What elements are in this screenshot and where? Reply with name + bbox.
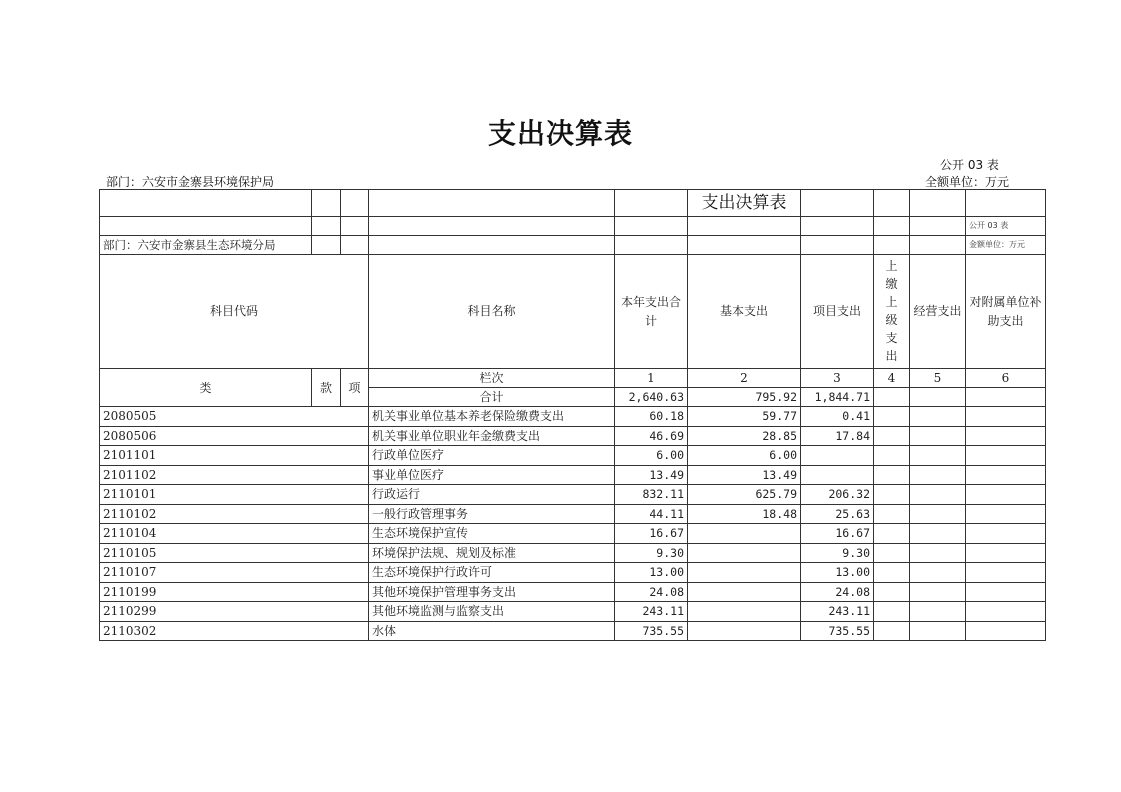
row-code: 2110107 <box>100 563 369 583</box>
department-label: 部门：六安市金寨县环境保护局 <box>106 175 275 189</box>
row-total: 832.11 <box>615 485 688 505</box>
col-index-1: 1 <box>615 369 688 388</box>
table-row <box>100 504 1046 524</box>
row-name: 机关事业单位基本养老保险缴费支出 <box>369 407 615 427</box>
row-total: 6.00 <box>615 446 688 466</box>
header-business: 经营支出 <box>910 255 966 369</box>
col-index-4: 4 <box>874 369 910 388</box>
inner-department-row <box>100 236 1046 255</box>
row-basic <box>688 524 801 544</box>
row-project <box>801 465 874 485</box>
row-total: 16.67 <box>615 524 688 544</box>
row-project: 17.84 <box>801 426 874 446</box>
row-basic: 59.77 <box>688 407 801 427</box>
index-row <box>100 369 1046 388</box>
header-xiang: 项 <box>341 369 369 407</box>
row-name: 环境保护法规、规划及标准 <box>369 543 615 563</box>
header-project: 项目支出 <box>801 255 874 369</box>
row-basic: 625.79 <box>688 485 801 505</box>
total-basic: 795.92 <box>688 388 801 407</box>
row-project: 25.63 <box>801 504 874 524</box>
row-project: 243.11 <box>801 602 874 622</box>
row-name: 机关事业单位职业年金缴费支出 <box>369 426 615 446</box>
row-basic <box>688 543 801 563</box>
row-name: 行政运行 <box>369 485 615 505</box>
row-total: 9.30 <box>615 543 688 563</box>
row-code: 2110199 <box>100 582 369 602</box>
col-index-3: 3 <box>801 369 874 388</box>
header-basic: 基本支出 <box>688 255 801 369</box>
header-code: 科目代码 <box>100 255 369 369</box>
inner-title: 支出决算表 <box>688 190 801 217</box>
inner-form-number: 公开 03 表 <box>966 217 1046 236</box>
row-project: 206.32 <box>801 485 874 505</box>
row-basic: 6.00 <box>688 446 801 466</box>
col-index-6: 6 <box>966 369 1046 388</box>
row-name: 其他环境保护管理事务支出 <box>369 582 615 602</box>
row-code: 2110105 <box>100 543 369 563</box>
table-row <box>100 602 1046 622</box>
row-basic: 28.85 <box>688 426 801 446</box>
header-name: 科目名称 <box>369 255 615 369</box>
row-project: 24.08 <box>801 582 874 602</box>
row-basic <box>688 582 801 602</box>
total-project: 1,844.71 <box>801 388 874 407</box>
row-project: 9.30 <box>801 543 874 563</box>
row-name: 生态环境保护行政许可 <box>369 563 615 583</box>
unit-label: 全额单位：万元 <box>925 175 1010 189</box>
row-name: 一般行政管理事务 <box>369 504 615 524</box>
header-subsidy: 对附属单位补助支出 <box>966 255 1046 369</box>
row-code: 2080505 <box>100 407 369 427</box>
row-total: 13.00 <box>615 563 688 583</box>
table-row <box>100 621 1046 641</box>
row-code: 2110102 <box>100 504 369 524</box>
row-total: 13.49 <box>615 465 688 485</box>
row-code: 2080506 <box>100 426 369 446</box>
row-total: 60.18 <box>615 407 688 427</box>
row-total: 44.11 <box>615 504 688 524</box>
table-row <box>100 426 1046 446</box>
table-row <box>100 485 1046 505</box>
row-total: 243.11 <box>615 602 688 622</box>
expenditure-table <box>99 189 1046 641</box>
row-code: 2101101 <box>100 446 369 466</box>
row-total: 24.08 <box>615 582 688 602</box>
header-total: 本年支出合计 <box>615 255 688 369</box>
row-name: 其他环境监测与监察支出 <box>369 602 615 622</box>
row-basic <box>688 621 801 641</box>
inner-unit: 金额单位：万元 <box>966 236 1046 255</box>
col-index-2: 2 <box>688 369 801 388</box>
row-code: 2110101 <box>100 485 369 505</box>
row-basic <box>688 602 801 622</box>
row-code: 2110299 <box>100 602 369 622</box>
row-code: 2110302 <box>100 621 369 641</box>
col-index-5: 5 <box>910 369 966 388</box>
form-number: 公开 03 表 <box>940 158 999 172</box>
page-title: 支出决算表 <box>487 117 633 150</box>
inner-title-row <box>100 190 1046 217</box>
row-name: 生态环境保护宣传 <box>369 524 615 544</box>
row-project: 13.00 <box>801 563 874 583</box>
table-row <box>100 407 1046 427</box>
table-row <box>100 524 1046 544</box>
row-project: 735.55 <box>801 621 874 641</box>
table-row <box>100 563 1046 583</box>
row-project: 16.67 <box>801 524 874 544</box>
header-lanci: 栏次 <box>369 369 615 388</box>
header-heji: 合计 <box>369 388 615 407</box>
row-name: 行政单位医疗 <box>369 446 615 466</box>
row-total: 46.69 <box>615 426 688 446</box>
row-code: 2101102 <box>100 465 369 485</box>
header-upper: 上缴上级支出 <box>885 259 898 363</box>
row-project: 0.41 <box>801 407 874 427</box>
row-project <box>801 446 874 466</box>
row-name: 水体 <box>369 621 615 641</box>
header-kuan: 款 <box>312 369 341 407</box>
table-row <box>100 446 1046 466</box>
row-basic <box>688 563 801 583</box>
inner-department: 部门：六安市金寨县生态环境分局 <box>100 236 312 255</box>
column-header-row <box>100 255 1046 369</box>
inner-formno-row <box>100 217 1046 236</box>
row-basic: 18.48 <box>688 504 801 524</box>
row-basic: 13.49 <box>688 465 801 485</box>
row-name: 事业单位医疗 <box>369 465 615 485</box>
row-total: 735.55 <box>615 621 688 641</box>
total-amount: 2,640.63 <box>615 388 688 407</box>
table-row <box>100 543 1046 563</box>
row-code: 2110104 <box>100 524 369 544</box>
header-lei: 类 <box>100 369 312 407</box>
table-row <box>100 582 1046 602</box>
table-row <box>100 465 1046 485</box>
